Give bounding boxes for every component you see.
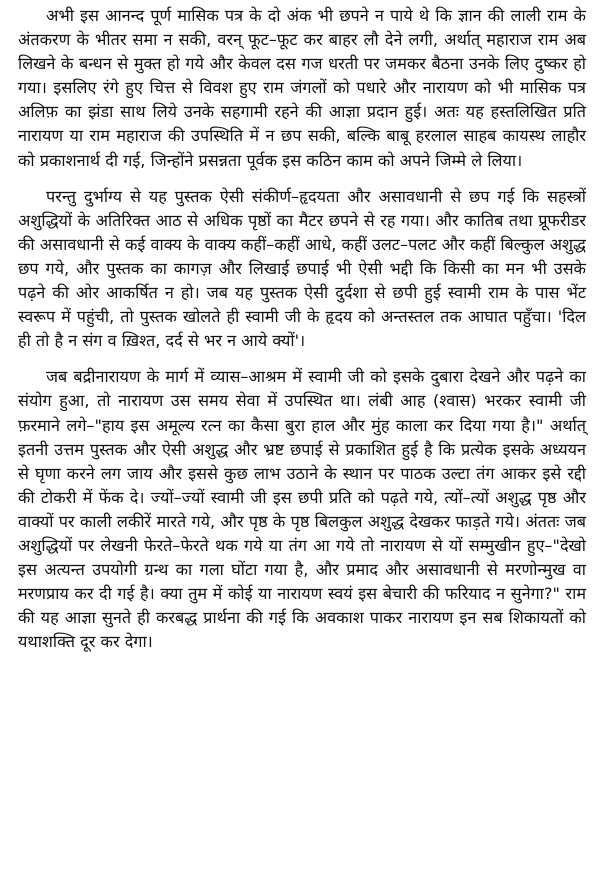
paragraph-3: जब बद्रीनारायण के मार्ग में व्यास–आश्रम में स्वामी जी को इसके दुबारा देखने और पढ़ने का संयोग हुआ, तो नारायण उस समय सेवा में उपस्थित था। लंबी आह (श्वास) भरकर स्वामी जी फ़रमाने लगे–"हाय इस अमूल्य रत्न का कैसा बुरा हाल और मुंह काला कर दिया गया है।" अर्थात् इतनी उत्तम पुस्तक और ऐसी अशुद्ध और भ्रष्ट छपाई से प्रकाशित हुई है कि प्रत्येक इसके अध्ययन से घृणा करने लग जाय और इससे कुछ लाभ उठाने के स्थान पर पाठक उल्टा तंग आकर इसे रद्दी की टोकरी में फेंक दे। ज्यों–ज्यों स्वामी जी इस छपी प्रति को पढ़ते गये, त्यों–त्यों अशुद्ध पृष्ठ और वाक्यों पर काली लकीरें मारते गये, और पृष्ठ के पृष्ठ बिलकुल अशुद्ध देखकर फाड़ते गये। अंततः जब अशुद्धियों पर लेखनी फेरते–फेरते थक गये या तंग आ गये तो नारायण से यों सम्मुखीन हुए–"देखो इस अत्यन्त उपयोगी ग्रन्थ का गला घोंटा गया है, और प्रमाद और असावधानी से मरणोन्मुख वा मरणप्राय कर दी गई है। क्या तुम में कोई या नारायण स्वयं इस बेचारी की फरियाद न सुनेगा?" राम की यह आज्ञा सुनते ही करबद्ध प्रार्थना की गई कि अवकाश पाकर नारायण इन सब शिकायतों को यथाशक्ति दूर कर देगा। bbox=[18, 367, 586, 652]
document-page bbox=[18, 4, 586, 654]
paragraph-1: अभी इस आनन्द पूर्ण मासिक पत्र के दो अंक भी छपने न पाये थे कि ज्ञान की लाली राम के अंतकरण के भीतर समा न सकी, वरन् फूट–फूट कर बाहर लौ देने लगी, अर्थात् महाराज राम अब लिखने के बन्धन से मुक्त हो गये और केवल दस गज धरती पर जमकर बैठना उनके लिए दुष्कर हो गया। इसलिए रंगे हुए चित्त से विवश हुए राम जंगलों को पधारे और नारायण को भी मासिक पत्र अलिफ़ का झंडा साथ लिये उनके सहगामी रहने की आज्ञा प्रदान हुई। अतः यह हस्तलिखित प्रति नारायण या राम महाराज की उपस्थिति में न छप सकी, बल्कि बाबू हरलाल साहब कायस्थ लाहौर को प्रकाशनार्थ दी गई, जिन्होंने प्रसन्नता पूर्वक इस कठिन काम को अपने जिम्मे ले लिया। bbox=[18, 6, 586, 170]
paragraph-2: परन्तु दुर्भाग्य से यह पुस्तक ऐसी संकीर्ण–हृदयता और असावधानी से छप गई कि सहस्त्रों अशुद्धियों के अतिरिक्त आठ से अधिक पृष्ठों का मैटर छपने से रह गया। और कातिब तथा प्रूफरीडर की असावधानी से कई वाक्य के वाक्य कहीं–कहीं आधे, कहीं उलट–पलट और कहीं बिल्कुल अशुद्ध छप गये, और पुस्तक का कागज़ और लिखाई छपाई भी ऐसी भद्दी कि किसी का मन भी उसके पढ़ने की ओर आकर्षित न हो। जब यह पुस्तक ऐसी दुर्दशा से छपी हुई स्वामी राम के पास भेंट स्वरूप में पहुंची, तो पुस्तक खोलते ही स्वामी जी के हृदय को अन्तस्तल तक आघात पहुँचा। 'दिल ही तो है न संग व ख़िश्त, दर्द से भर न आये क्यों'। bbox=[18, 186, 586, 351]
